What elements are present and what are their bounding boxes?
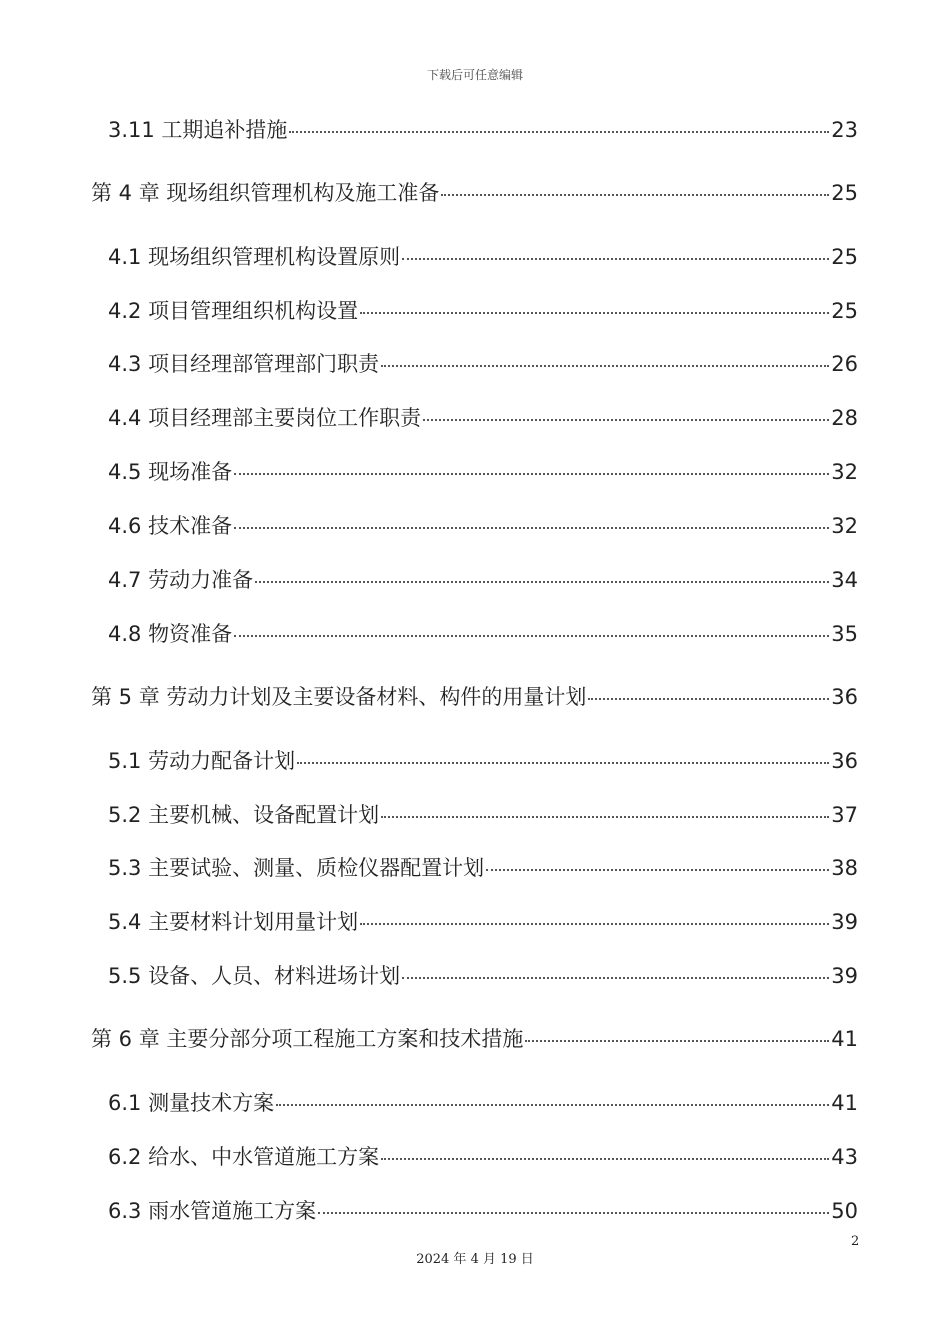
toc-dot-leader	[486, 869, 829, 871]
toc-entry	[108, 512, 858, 540]
toc-entry-page: 34	[831, 568, 858, 592]
toc-entry-title: 5.1 劳动力配备计划	[108, 749, 296, 773]
toc-entry-title: 4.5 现场准备	[108, 460, 233, 484]
toc-entry-page: 25	[831, 245, 858, 269]
toc-entry	[108, 1143, 858, 1171]
toc-dot-leader	[423, 419, 829, 421]
toc-entry-title: 6.2 给水、中水管道施工方案	[108, 1145, 380, 1169]
toc-entry	[108, 458, 858, 486]
toc-entry-title: 4.1 现场组织管理机构设置原则	[108, 245, 401, 269]
toc-dot-leader	[255, 581, 829, 583]
toc-dot-leader	[381, 1158, 829, 1160]
toc-entry-title: 5.2 主要机械、设备配置计划	[108, 803, 380, 827]
toc-dot-leader	[289, 131, 829, 133]
toc-entry-page: 37	[831, 803, 858, 827]
header-note: 下载后可任意编辑	[426, 68, 523, 82]
toc-entry	[108, 566, 858, 594]
toc-dot-leader	[234, 635, 829, 637]
toc-entry-page: 41	[831, 1027, 858, 1051]
toc-entry-page: 50	[831, 1199, 858, 1223]
toc-entry-page: 38	[831, 856, 858, 880]
toc-dot-leader	[360, 923, 829, 925]
toc-entry	[108, 404, 858, 432]
toc-entry-page: 25	[831, 181, 858, 205]
toc-entry-title: 4.8 物资准备	[108, 622, 233, 646]
toc-entry-page: 23	[831, 118, 858, 142]
toc-entry-page: 32	[831, 460, 858, 484]
toc-entry-title: 4.6 技术准备	[108, 514, 233, 538]
toc-entry-title: 6.1 测量技术方案	[108, 1091, 275, 1115]
toc-entry	[108, 801, 858, 829]
toc-entry	[108, 747, 858, 775]
toc-entry	[91, 1025, 858, 1053]
toc-entry-title: 5.3 主要试验、测量、质检仪器配置计划	[108, 856, 485, 880]
toc-dot-leader	[234, 473, 829, 475]
toc-entry-title: 6.3 雨水管道施工方案	[108, 1199, 317, 1223]
toc-entry-page: 25	[831, 299, 858, 323]
toc-dot-leader	[588, 698, 829, 700]
toc-dot-leader	[360, 312, 829, 314]
toc-entry-title: 4.4 项目经理部主要岗位工作职责	[108, 406, 422, 430]
toc-dot-leader	[402, 977, 829, 979]
toc-entry-title: 第 4 章 现场组织管理机构及施工准备	[91, 181, 440, 205]
toc-dot-leader	[276, 1104, 829, 1106]
toc-entry	[108, 1089, 858, 1117]
toc-entry-title: 4.2 项目管理组织机构设置	[108, 299, 359, 323]
toc-entry	[108, 1197, 858, 1225]
toc-dot-leader	[402, 258, 829, 260]
page-number: 2	[851, 1234, 860, 1249]
toc-entry-page: 36	[831, 749, 858, 773]
toc-entry-title: 4.3 项目经理部管理部门职责	[108, 352, 380, 376]
toc-entry	[108, 854, 858, 882]
toc-entry-page: 41	[831, 1091, 858, 1115]
toc-entry-page: 39	[831, 910, 858, 934]
toc-entry-title: 第 5 章 劳动力计划及主要设备材料、构件的用量计划	[91, 685, 587, 709]
toc-entry-page: 28	[831, 406, 858, 430]
toc-entry	[108, 620, 858, 648]
footer-date: 2024 年 4 月 19 日	[416, 1252, 534, 1267]
toc-dot-leader	[441, 194, 829, 196]
toc-entry	[108, 243, 858, 271]
toc-entry-page: 26	[831, 352, 858, 376]
toc-dot-leader	[318, 1212, 829, 1214]
toc-dot-leader	[234, 527, 829, 529]
toc-entry	[108, 116, 858, 144]
toc-entry-title: 5.4 主要材料计划用量计划	[108, 910, 359, 934]
toc-entry	[91, 683, 858, 711]
toc-entry-title: 4.7 劳动力准备	[108, 568, 254, 592]
toc-entry-title: 3.11 工期追补措施	[108, 118, 288, 142]
toc-entry-page: 43	[831, 1145, 858, 1169]
toc-entry-title: 第 6 章 主要分部分项工程施工方案和技术措施	[91, 1027, 524, 1051]
toc-entry	[108, 908, 858, 936]
toc-entry-page: 32	[831, 514, 858, 538]
toc-dot-leader	[525, 1040, 829, 1042]
toc-entry	[108, 297, 858, 325]
toc-entry-page: 36	[831, 685, 858, 709]
toc-entry	[108, 350, 858, 378]
toc-entry	[91, 179, 858, 207]
toc-entry-title: 5.5 设备、人员、材料进场计划	[108, 964, 401, 988]
toc-dot-leader	[381, 365, 829, 367]
toc-entry-page: 35	[831, 622, 858, 646]
toc-entry-page: 39	[831, 964, 858, 988]
toc-dot-leader	[297, 762, 829, 764]
toc-dot-leader	[381, 816, 829, 818]
toc-entry	[108, 962, 858, 990]
